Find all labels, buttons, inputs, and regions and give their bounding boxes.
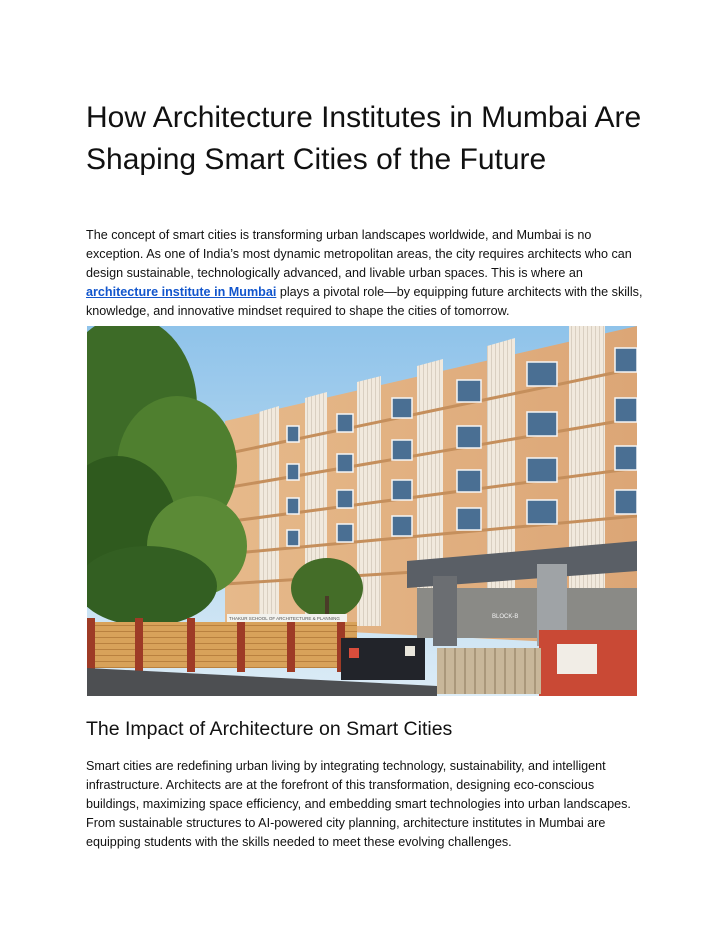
architecture-institute-link[interactable]: architecture institute in Mumbai	[86, 285, 277, 299]
school-sign-text: THAKUR SCHOOL OF ARCHITECTURE & PLANNING	[229, 616, 340, 621]
campus-building-photo	[87, 326, 637, 696]
section-body-paragraph: Smart cities are redefining urban living by integrating technology, sustainability, and intelligent infrastructure. Architects are at the forefront of this transformation, designing eco-conscious buildings, maximizing space efficiency, and embedding smart technologies into urban landscapes. From sustainable structures to AI-powered city planning, architecture institutes in Mumbai are equipping students with the skills needed to meet these evolving challenges.	[86, 759, 631, 849]
intro-text-after-link: plays a pivotal role—by equipping future architects with the skills, knowledge, and innovative mindset required to shape the cities of tomorrow.	[86, 285, 643, 318]
intro-paragraph	[86, 226, 646, 321]
intro-text-before-link: The concept of smart cities is transforming urban landscapes worldwide, and Mumbai is no exception. As one of India’s most dynamic metropolitan areas, the city requires architects who can design sustainable, technologically advanced, and livable urban spaces. This is where an	[86, 228, 632, 280]
section-heading: The Impact of Architecture on Smart Cities	[86, 718, 453, 740]
document-title: How Architecture Institutes in Mumbai Are Shaping Smart Cities of the Future	[86, 101, 642, 176]
block-label: BLOCK-B	[492, 614, 519, 620]
